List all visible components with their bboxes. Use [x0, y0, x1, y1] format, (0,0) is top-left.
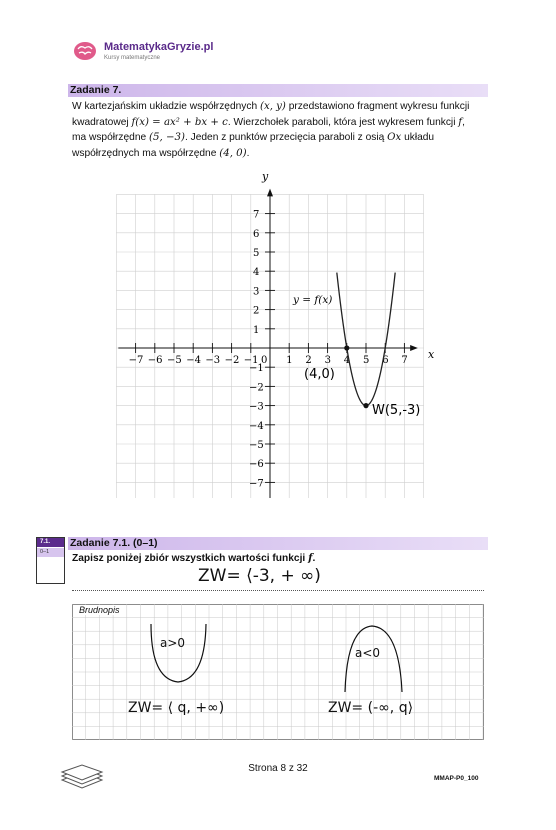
y-tick-label: 6: [253, 228, 260, 240]
task-text: W kartezjańskim układzie współrzędnych (x, y) przedstawiono fragment wykresu funkcji kwadratowej f(x) = ax² + bx + c. Wierzchołek paraboli, która jest wykresem funkcji f, ma współrzędne (5, −3). Jeden z punktów przecięcia paraboli z osią Ox układu współrzędnych ma współrzędne (4, 0).: [72, 101, 470, 159]
y-tick-label: 2: [253, 305, 260, 317]
y-axis-label: y: [262, 170, 269, 183]
graph-axes: [118, 189, 421, 498]
x-tick-label: 6: [382, 355, 389, 366]
x-tick-label: 1: [286, 355, 293, 366]
x-tick-label: 0: [261, 355, 268, 366]
y-tick-label: 1: [253, 324, 260, 336]
x-tick-label: −2: [224, 355, 240, 366]
subtask-heading-bar: [68, 537, 488, 550]
subtask-number: 7.1.: [37, 538, 64, 547]
x-axis-label: x: [428, 348, 435, 361]
left-scratch-range: ZW= ⟨ q, +∞): [128, 700, 225, 716]
scratch-label: Brudnopis: [79, 605, 120, 615]
upward-parabola-sketch: [151, 624, 206, 682]
x-tick-label: −4: [186, 355, 201, 366]
task-heading-bar: [68, 84, 488, 97]
graph-point: [363, 403, 368, 408]
x-tick-label: −5: [167, 355, 182, 366]
subtask-prompt: Zapisz poniżej zbiór wszystkich wartości funkcji f.: [72, 552, 316, 564]
score-field[interactable]: [37, 557, 64, 583]
x-tick-label: −7: [128, 355, 144, 366]
right-scratch-note: a<0: [355, 646, 381, 660]
subtask-points: 0–1: [37, 547, 64, 557]
subtask-heading: Zadanie 7.1. (0–1): [70, 537, 158, 549]
y-axis-arrow: [267, 189, 273, 197]
x-tick-label: 2: [305, 355, 312, 366]
scratch-sketches: [72, 604, 484, 740]
x-tick-label: −3: [205, 355, 221, 366]
task-heading: Zadanie 7.: [70, 84, 122, 96]
left-scratch-note: a>0: [160, 636, 186, 650]
answer-line: [72, 590, 484, 591]
y-tick-label: −5: [249, 440, 264, 451]
y-tick-label: 4: [253, 267, 260, 279]
handwritten-vertex-label: W(5,-3): [372, 403, 421, 418]
page-number: Strona 8 z 32: [248, 763, 308, 774]
function-graph: [110, 168, 440, 498]
y-tick-label: 7: [253, 209, 260, 221]
y-tick-label: −6: [249, 459, 264, 471]
handwritten-answer: ZW= ⟨-3, + ∞): [198, 566, 321, 586]
right-scratch-range: ZW= (-∞, q⟩: [328, 700, 414, 716]
x-tick-label: 3: [324, 355, 331, 366]
y-tick-label: −3: [249, 401, 264, 413]
x-axis-arrow: [410, 345, 418, 351]
x-tick-label: 4: [343, 355, 351, 366]
y-tick-label: −4: [249, 420, 264, 432]
handwritten-point-label: (4,0): [304, 367, 335, 382]
graph-point: [344, 345, 349, 350]
x-tick-label: −6: [147, 355, 163, 366]
brain-logo-icon: [72, 40, 98, 62]
exam-code: MMAP-P0_100: [434, 775, 479, 782]
subtask-score-box: [36, 537, 65, 584]
logo-title: MatematykaGryzie.pl: [104, 41, 214, 53]
y-tick-label: 3: [253, 286, 260, 298]
function-label: y = f(x): [293, 294, 333, 306]
x-tick-label: 5: [363, 355, 370, 366]
logo: [72, 40, 98, 62]
x-tick-label: −1: [243, 355, 259, 366]
y-tick-label: −1: [249, 363, 264, 375]
x-tick-label: 7: [401, 355, 408, 366]
y-tick-label: 5: [253, 248, 260, 259]
logo-subtitle: Kursy matematyczne: [104, 55, 161, 61]
y-tick-label: −2: [249, 382, 264, 394]
y-tick-label: −7: [249, 478, 264, 490]
